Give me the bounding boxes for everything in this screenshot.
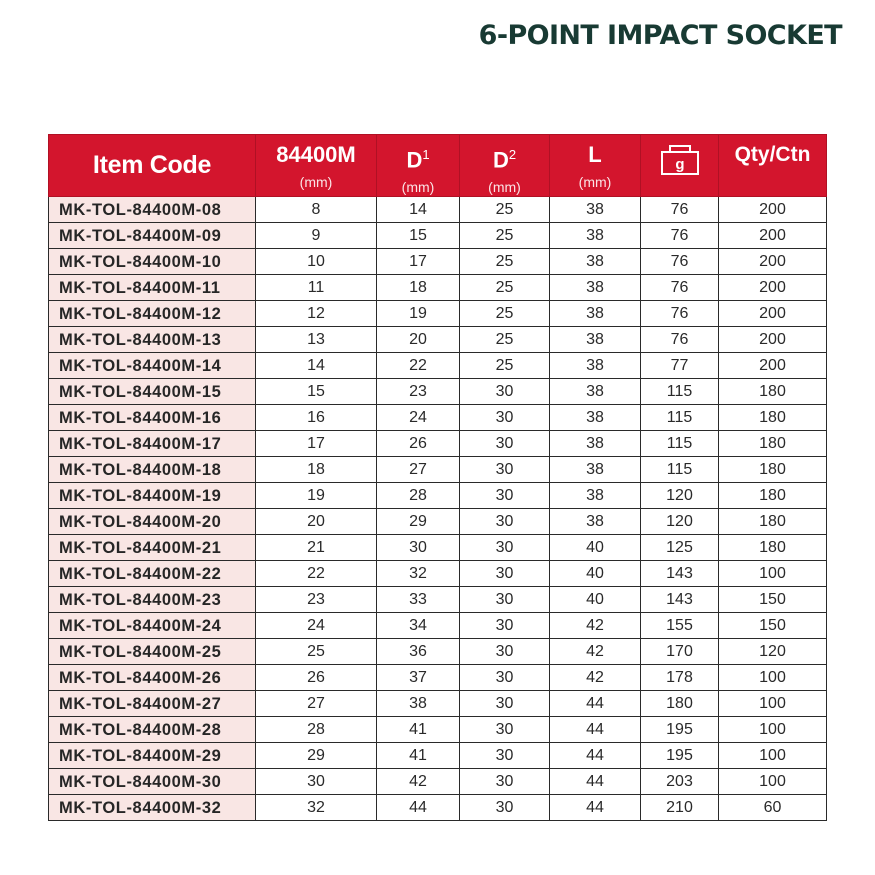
item-code-cell: MK-TOL-84400M-16 <box>49 405 256 431</box>
weight-cell: 155 <box>641 613 719 639</box>
qty-cell: 120 <box>719 639 827 665</box>
size-cell: 13 <box>256 327 377 353</box>
item-code-cell: MK-TOL-84400M-27 <box>49 691 256 717</box>
d2-cell: 25 <box>460 275 550 301</box>
size-cell: 30 <box>256 769 377 795</box>
l-cell: 38 <box>550 457 641 483</box>
d2-cell: 25 <box>460 327 550 353</box>
d1-cell: 22 <box>377 353 460 379</box>
qty-cell: 60 <box>719 795 827 821</box>
table-row <box>49 691 827 717</box>
l-cell: 44 <box>550 743 641 769</box>
d1-header-unit: (mm) <box>401 179 435 196</box>
l-cell: 38 <box>550 327 641 353</box>
weight-header <box>641 135 719 197</box>
weight-cell: 180 <box>641 691 719 717</box>
qty-cell: 100 <box>719 717 827 743</box>
table-row <box>49 249 827 275</box>
d2-cell: 30 <box>460 483 550 509</box>
d2-header-unit: (mm) <box>488 179 521 196</box>
table-row <box>49 639 827 665</box>
weight-cell: 115 <box>641 379 719 405</box>
d2-cell: 30 <box>460 743 550 769</box>
d1-cell: 19 <box>377 301 460 327</box>
item-code-cell: MK-TOL-84400M-14 <box>49 353 256 379</box>
d1-cell: 24 <box>377 405 460 431</box>
l-header-unit: (mm) <box>578 174 612 190</box>
weight-cell: 143 <box>641 587 719 613</box>
table-row <box>49 431 827 457</box>
d2-header-label: $D^2$ <box>492 147 517 173</box>
item-code-cell: MK-TOL-84400M-20 <box>49 509 256 535</box>
d2-cell: 30 <box>460 509 550 535</box>
d1-cell: 30 <box>377 535 460 561</box>
item-code-cell: MK-TOL-84400M-13 <box>49 327 256 353</box>
l-cell: 38 <box>550 379 641 405</box>
l-cell: 38 <box>550 223 641 249</box>
weight-icon-label: g <box>674 156 685 173</box>
weight-cell: 195 <box>641 743 719 769</box>
weight-cell: 76 <box>641 327 719 353</box>
l-cell: 38 <box>550 353 641 379</box>
qty-cell: 100 <box>719 743 827 769</box>
l-cell: 40 <box>550 561 641 587</box>
d2-cell: 25 <box>460 223 550 249</box>
d1-cell: 15 <box>377 223 460 249</box>
d2-cell: 30 <box>460 639 550 665</box>
l-cell: 44 <box>550 717 641 743</box>
l-header-label: L <box>588 142 602 167</box>
spec-table-body <box>49 197 827 821</box>
table-row <box>49 275 827 301</box>
weight-cell: 170 <box>641 639 719 665</box>
item-code-cell: MK-TOL-84400M-08 <box>49 197 256 223</box>
size-cell: 29 <box>256 743 377 769</box>
qty-cell: 100 <box>719 665 827 691</box>
size-cell: 19 <box>256 483 377 509</box>
d2-cell: 30 <box>460 717 550 743</box>
d1-cell: 38 <box>377 691 460 717</box>
page-title: 6-POINT IMPACT SOCKET <box>478 20 842 51</box>
d1-cell: 29 <box>377 509 460 535</box>
item-code-header: Item Code <box>49 135 256 197</box>
item-code-cell: MK-TOL-84400M-22 <box>49 561 256 587</box>
size-cell: 11 <box>256 275 377 301</box>
size-cell: 22 <box>256 561 377 587</box>
d1-cell: 34 <box>377 613 460 639</box>
d1-cell: 41 <box>377 717 460 743</box>
size-cell: 21 <box>256 535 377 561</box>
d2-cell: 30 <box>460 665 550 691</box>
d2-cell: 30 <box>460 587 550 613</box>
qty-cell: 200 <box>719 197 827 223</box>
qty-cell: 180 <box>719 379 827 405</box>
weight-cell: 203 <box>641 769 719 795</box>
weight-cell: 120 <box>641 483 719 509</box>
qty-cell: 150 <box>719 587 827 613</box>
l-cell: 38 <box>550 197 641 223</box>
qty-cell: 200 <box>719 275 827 301</box>
d2-cell: 25 <box>460 249 550 275</box>
item-code-cell: MK-TOL-84400M-28 <box>49 717 256 743</box>
table-row <box>49 379 827 405</box>
l-header <box>550 135 641 197</box>
qty-header <box>719 135 827 197</box>
d2-cell: 30 <box>460 613 550 639</box>
l-cell: 38 <box>550 431 641 457</box>
qty-cell: 180 <box>719 509 827 535</box>
qty-cell: 200 <box>719 301 827 327</box>
l-cell: 38 <box>550 483 641 509</box>
d1-cell: 28 <box>377 483 460 509</box>
item-code-cell: MK-TOL-84400M-11 <box>49 275 256 301</box>
d2-cell: 30 <box>460 769 550 795</box>
size-cell: 10 <box>256 249 377 275</box>
d1-cell: 41 <box>377 743 460 769</box>
table-row <box>49 223 827 249</box>
item-code-cell: MK-TOL-84400M-15 <box>49 379 256 405</box>
d1-cell: 37 <box>377 665 460 691</box>
qty-cell: 180 <box>719 483 827 509</box>
size-cell: 23 <box>256 587 377 613</box>
weight-cell: 178 <box>641 665 719 691</box>
item-code-cell: MK-TOL-84400M-25 <box>49 639 256 665</box>
l-cell: 38 <box>550 249 641 275</box>
weight-cell: 77 <box>641 353 719 379</box>
qty-cell: 100 <box>719 769 827 795</box>
table-row <box>49 795 827 821</box>
item-code-cell: MK-TOL-84400M-30 <box>49 769 256 795</box>
d1-cell: 14 <box>377 197 460 223</box>
d1-cell: 32 <box>377 561 460 587</box>
table-row <box>49 353 827 379</box>
l-cell: 44 <box>550 795 641 821</box>
size-cell: 18 <box>256 457 377 483</box>
d2-header-subscript: 2 <box>508 147 517 162</box>
table-row <box>49 483 827 509</box>
table-row <box>49 665 827 691</box>
d1-header-label: $D^1$ <box>406 147 430 173</box>
d1-cell: 18 <box>377 275 460 301</box>
qty-cell: 200 <box>719 223 827 249</box>
d2-cell: 30 <box>460 561 550 587</box>
d1-cell: 33 <box>377 587 460 613</box>
d1-header <box>377 135 460 197</box>
size-cell: 26 <box>256 665 377 691</box>
size-cell: 25 <box>256 639 377 665</box>
table-row <box>49 561 827 587</box>
size-cell: 28 <box>256 717 377 743</box>
item-code-cell: MK-TOL-84400M-23 <box>49 587 256 613</box>
item-code-cell: MK-TOL-84400M-19 <box>49 483 256 509</box>
weight-cell: 76 <box>641 301 719 327</box>
d1-cell: 20 <box>377 327 460 353</box>
item-code-cell: MK-TOL-84400M-17 <box>49 431 256 457</box>
weight-cell: 76 <box>641 249 719 275</box>
size-cell: 14 <box>256 353 377 379</box>
table-row <box>49 197 827 223</box>
item-code-cell: MK-TOL-84400M-21 <box>49 535 256 561</box>
header-row <box>49 135 827 197</box>
item-code-cell: MK-TOL-84400M-18 <box>49 457 256 483</box>
weight-cell: 76 <box>641 223 719 249</box>
table-row <box>49 405 827 431</box>
l-cell: 38 <box>550 275 641 301</box>
weight-cell: 115 <box>641 457 719 483</box>
l-cell: 40 <box>550 587 641 613</box>
item-code-cell: MK-TOL-84400M-32 <box>49 795 256 821</box>
l-cell: 42 <box>550 665 641 691</box>
d2-cell: 25 <box>460 353 550 379</box>
qty-cell: 180 <box>719 431 827 457</box>
l-cell: 42 <box>550 639 641 665</box>
d1-cell: 44 <box>377 795 460 821</box>
size-cell: 20 <box>256 509 377 535</box>
d1-cell: 17 <box>377 249 460 275</box>
qty-cell: 200 <box>719 249 827 275</box>
l-cell: 42 <box>550 613 641 639</box>
item-code-cell: MK-TOL-84400M-26 <box>49 665 256 691</box>
d2-header <box>460 135 550 197</box>
size-cell: 9 <box>256 223 377 249</box>
qty-cell: 180 <box>719 405 827 431</box>
size-cell: 17 <box>256 431 377 457</box>
d2-cell: 30 <box>460 431 550 457</box>
d2-cell: 30 <box>460 535 550 561</box>
d1-cell: 26 <box>377 431 460 457</box>
table-row <box>49 327 827 353</box>
size-header <box>256 135 377 197</box>
d2-cell: 25 <box>460 301 550 327</box>
size-header-label: 84400M <box>276 142 356 167</box>
l-cell: 44 <box>550 691 641 717</box>
weight-cell: 120 <box>641 509 719 535</box>
qty-cell: 150 <box>719 613 827 639</box>
qty-header-label: Qty/Ctn <box>734 143 811 166</box>
weight-cell: 115 <box>641 431 719 457</box>
table-row <box>49 587 827 613</box>
weight-cell: 76 <box>641 197 719 223</box>
table-row <box>49 613 827 639</box>
d1-header-subscript: 1 <box>422 147 430 162</box>
qty-cell: 180 <box>719 457 827 483</box>
weight-cell: 76 <box>641 275 719 301</box>
d1-cell: 27 <box>377 457 460 483</box>
size-header-unit: (mm) <box>299 174 333 190</box>
table-row <box>49 743 827 769</box>
d2-cell: 30 <box>460 405 550 431</box>
size-cell: 8 <box>256 197 377 223</box>
item-code-cell: MK-TOL-84400M-24 <box>49 613 256 639</box>
size-cell: 12 <box>256 301 377 327</box>
weight-cell: 115 <box>641 405 719 431</box>
l-cell: 44 <box>550 769 641 795</box>
d1-cell: 36 <box>377 639 460 665</box>
l-cell: 38 <box>550 509 641 535</box>
spec-table <box>48 134 827 821</box>
l-cell: 40 <box>550 535 641 561</box>
size-cell: 27 <box>256 691 377 717</box>
l-cell: 38 <box>550 301 641 327</box>
qty-cell: 100 <box>719 561 827 587</box>
size-cell: 16 <box>256 405 377 431</box>
d2-cell: 25 <box>460 197 550 223</box>
d1-cell: 42 <box>377 769 460 795</box>
d2-cell: 30 <box>460 691 550 717</box>
d2-cell: 30 <box>460 795 550 821</box>
item-code-cell: MK-TOL-84400M-10 <box>49 249 256 275</box>
d2-cell: 30 <box>460 457 550 483</box>
qty-cell: 100 <box>719 691 827 717</box>
table-row <box>49 769 827 795</box>
d2-cell: 30 <box>460 379 550 405</box>
size-cell: 32 <box>256 795 377 821</box>
qty-cell: 200 <box>719 353 827 379</box>
table-row <box>49 509 827 535</box>
table-row <box>49 301 827 327</box>
weight-cell: 125 <box>641 535 719 561</box>
weight-cell: 143 <box>641 561 719 587</box>
size-cell: 24 <box>256 613 377 639</box>
weight-icon <box>660 144 700 176</box>
weight-cell: 195 <box>641 717 719 743</box>
d1-cell: 23 <box>377 379 460 405</box>
table-row <box>49 535 827 561</box>
l-cell: 38 <box>550 405 641 431</box>
item-code-cell: MK-TOL-84400M-12 <box>49 301 256 327</box>
table-row <box>49 457 827 483</box>
item-code-cell: MK-TOL-84400M-29 <box>49 743 256 769</box>
qty-cell: 180 <box>719 535 827 561</box>
qty-cell: 200 <box>719 327 827 353</box>
size-cell: 15 <box>256 379 377 405</box>
item-code-cell: MK-TOL-84400M-09 <box>49 223 256 249</box>
table-row <box>49 717 827 743</box>
weight-cell: 210 <box>641 795 719 821</box>
